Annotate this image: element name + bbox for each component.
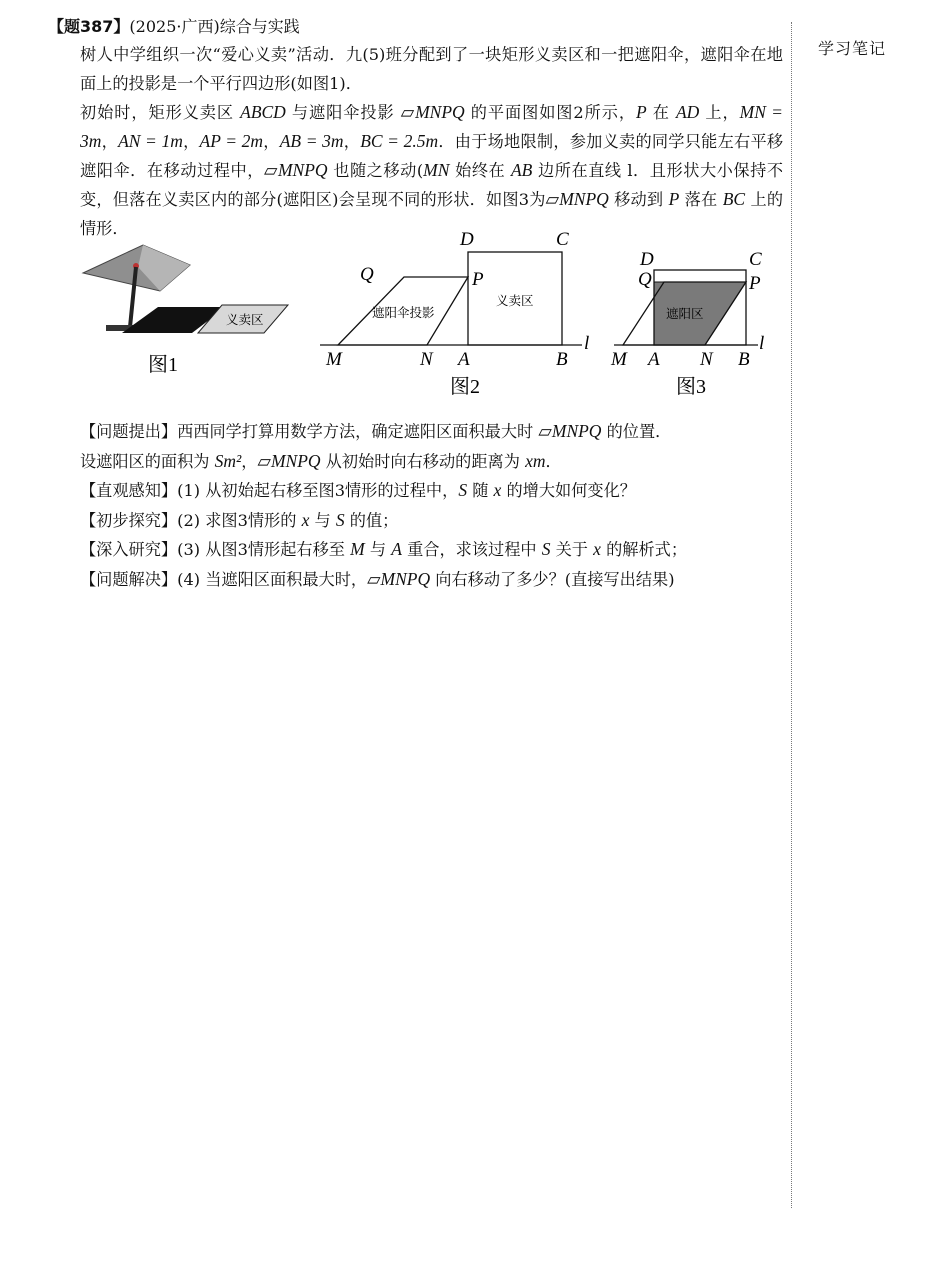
fig2-label-D: D [460, 229, 474, 250]
figure-2 [320, 229, 589, 398]
question-2: 【初步探究】(2) 求图3情形的 x 与 S 的值； [80, 509, 399, 530]
fig3-label-D: D [640, 249, 654, 270]
intro-paragraph-1: 树人中学组织一次“爱心义卖”活动．九(5)班分配到了一块矩形义卖区和一把遮阳伞，遮阳伞在地面上的投影是一个平行四边形(如图1)． [80, 45, 783, 93]
fig3-label-Q: Q [638, 269, 652, 290]
problem-content [48, 14, 783, 594]
figure-1-area-label: 义卖区 [226, 312, 264, 327]
figure-2-caption: 图2 [450, 376, 480, 398]
fig3-shade-label: 遮阳区 [666, 306, 704, 321]
fig2-label-B: B [556, 349, 568, 370]
figure-1 [83, 245, 288, 376]
fig3-label-N: N [700, 349, 713, 370]
fig3-label-A: A [648, 349, 660, 370]
question-1: 【直观感知】(1) 从初始起右移至图3情形的过程中，S 随 x 的增大如何变化？ [80, 480, 636, 500]
fig2-label-C: C [556, 229, 569, 250]
fig3-label-P: P [749, 273, 761, 294]
fig2-shade-label: 遮阳伞投影 [372, 305, 435, 320]
question-pose: 【问题提出】西西同学打算用数学方法，确定遮阳区面积最大时 ▱MNPQ 的位置． [80, 421, 672, 441]
fig2-label-M: M [326, 349, 342, 370]
question-4: 【问题解决】(4) 当遮阳区面积最大时，▱MNPQ 向右移动了多少？(直接写出结果) [80, 568, 675, 589]
figures-row [48, 229, 783, 417]
fig3-label-l: l [759, 333, 765, 354]
fig2-label-Q: Q [360, 264, 374, 285]
figure-1-caption: 图1 [148, 354, 178, 376]
problem-source: (2025·广西)综合与实践 [129, 17, 300, 36]
notes-divider [791, 22, 792, 1208]
fig2-label-P: P [472, 269, 484, 290]
fig2-label-N: N [420, 349, 433, 370]
side-notes-label: 学习笔记 [818, 39, 887, 58]
question-setup: 设遮阳区的面积为 Sm²，▱MNPQ 从初始时向右移动的距离为 xm． [80, 450, 562, 471]
fig2-label-A: A [458, 349, 470, 370]
fig2-area-label: 义卖区 [496, 293, 534, 308]
fig3-label-M: M [611, 349, 627, 370]
fig2-label-l: l [584, 333, 590, 354]
fig3-label-C: C [749, 249, 762, 270]
intro-paragraph-2: 初始时，矩形义卖区 ABCD 与遮阳伞投影 ▱MNPQ 的平面图如图2所示，P 在 AD 上，MN = 3m，AN = 1m，AP = 2m，AB = 3m，BC = 2.5m．由于场地限制，参加义卖的同学只能左右平移遮阳伞．在移动过程中，▱MNPQ 也随之移动(MN 始终在 AB 边所在直线 l．且形状大小保持不变，但落在义卖区内的部分(遮阳区)会呈现不同的形状．如图3为▱MNPQ 移动到 P 落在 BC 上的情形． [80, 102, 784, 238]
figure-3 [610, 249, 764, 398]
figure-3-caption: 图3 [676, 376, 706, 398]
fig3-label-B: B [738, 349, 750, 370]
figures-svg [48, 229, 783, 417]
question-3: 【深入研究】(3) 从图3情形起右移至 M 与 A 重合，求该过程中 S 关于 x 的解析式； [80, 539, 688, 559]
problem-tag: 【题387】 [48, 17, 130, 36]
problem-header [48, 14, 783, 40]
